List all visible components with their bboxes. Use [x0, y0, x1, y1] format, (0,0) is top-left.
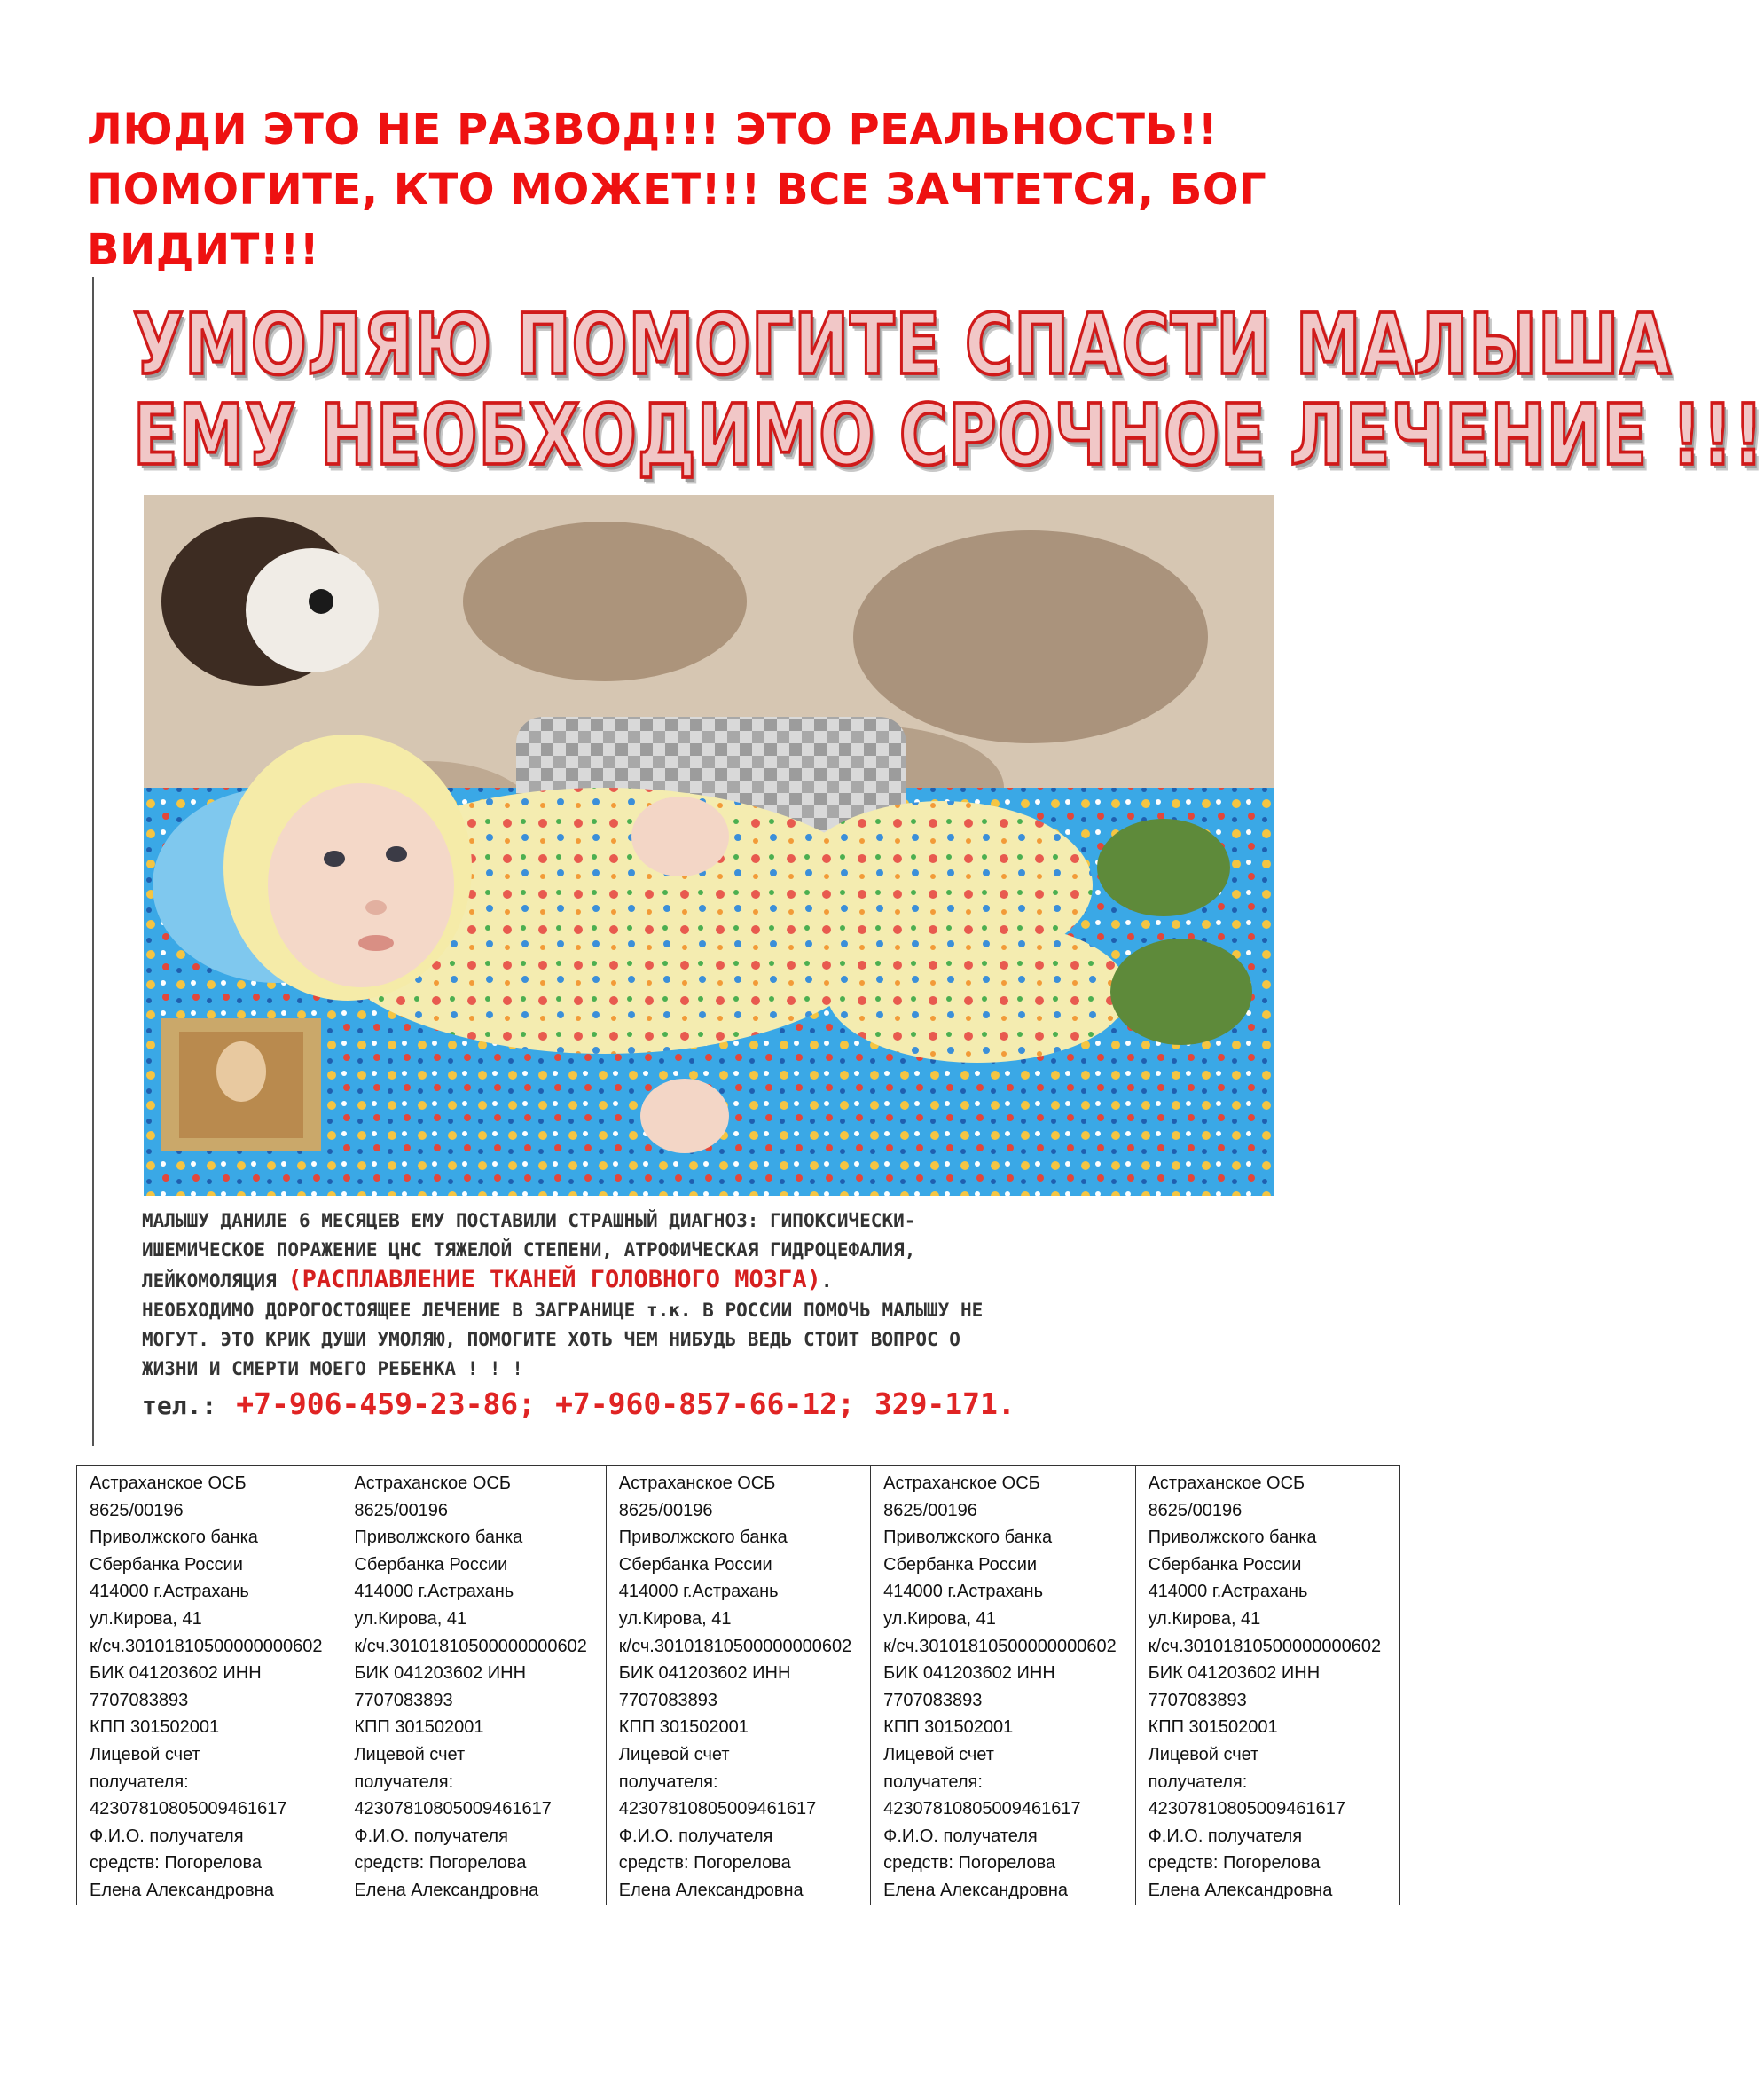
poster-left-border	[92, 277, 94, 1446]
bank-details-line: 7707083893	[354, 1690, 453, 1710]
bank-details-line: 8625/00196	[354, 1500, 449, 1520]
bank-details-line: 42307810805009461617	[354, 1799, 552, 1819]
bank-details-cell	[1135, 1466, 1399, 1905]
bank-details-line: 7707083893	[1148, 1690, 1247, 1710]
bank-details-line: Лицевой счет	[1148, 1744, 1259, 1764]
bank-details-line: ул.Кирова, 41	[618, 1608, 732, 1629]
bank-details-line: 42307810805009461617	[883, 1799, 1081, 1819]
bank-details-cell	[871, 1466, 1135, 1905]
bank-details-line: Елена Александровна	[1148, 1880, 1333, 1900]
appeal-text-line-2: ИШЕМИЧЕСКОЕ ПОРАЖЕНИЕ ЦНС ТЯЖЕЛОЙ СТЕПЕНИ, АТРОФИЧЕСКАЯ ГИДРОЦЕФАЛИЯ,	[142, 1239, 916, 1261]
bank-details-line: Приволжского банка	[354, 1528, 523, 1548]
bank-details-line: ул.Кирова, 41	[883, 1608, 996, 1629]
phone-number-3: 329-171.	[874, 1387, 1015, 1421]
bank-details-line: средств: Погорелова	[90, 1853, 262, 1874]
bank-details-line: КПП 301502001	[618, 1717, 749, 1738]
bank-details-cell	[77, 1466, 341, 1905]
bank-details-line: Приволжского банка	[883, 1528, 1053, 1548]
bank-details-line: 42307810805009461617	[1148, 1799, 1346, 1819]
bank-details-line: Сбербанка России	[354, 1554, 508, 1575]
bank-details-line: средств: Погорелова	[618, 1853, 791, 1874]
bank-details-line: к/сч.30101810500000000602	[618, 1636, 852, 1656]
bank-details-line: средств: Погорелова	[354, 1853, 527, 1874]
bank-details-line: КПП 301502001	[1148, 1717, 1278, 1738]
bank-details-line: Лицевой счет	[883, 1744, 994, 1764]
bank-details-line: получателя:	[1148, 1772, 1248, 1792]
baby-photo-illustration	[144, 495, 1274, 1196]
bank-details-line: получателя:	[883, 1772, 983, 1792]
appeal-text	[142, 1206, 1277, 1420]
bank-details-line: получателя:	[618, 1772, 718, 1792]
bank-details-row	[77, 1466, 1400, 1905]
bank-details-line: средств: Погорелова	[883, 1853, 1056, 1874]
bank-details-line: Приволжского банка	[90, 1528, 258, 1548]
phone-label: тел.:	[142, 1391, 217, 1420]
bank-details-line: Елена Александровна	[354, 1880, 539, 1900]
bank-details-line: 414000 г.Астрахань	[618, 1582, 779, 1602]
bank-details-line: Ф.И.О. получателя	[1148, 1826, 1303, 1846]
bank-details-line: к/сч.30101810500000000602	[90, 1636, 323, 1656]
bank-details-line: БИК 041203602 ИНН	[1148, 1663, 1321, 1684]
appeal-poster	[133, 284, 1764, 1446]
bank-details-line: получателя:	[354, 1772, 454, 1792]
poster-title-line-1: УМОЛЯЮ ПОМОГИТЕ СПАСТИ МАЛЫША	[133, 295, 1672, 395]
bank-details-cell	[341, 1466, 606, 1905]
headline-line-1: ЛЮДИ ЭТО НЕ РАЗВОД!!! ЭТО РЕАЛЬНОСТЬ!!	[87, 105, 1219, 154]
appeal-text-line-6: ЖИЗНИ И СМЕРТИ МОЕГО РЕБЕНКА ! ! !	[142, 1358, 523, 1379]
bank-details-line: средств: Погорелова	[1148, 1853, 1321, 1874]
bank-details-line: 8625/00196	[883, 1500, 977, 1520]
bank-details-line: КПП 301502001	[354, 1717, 484, 1738]
bank-details-line: ул.Кирова, 41	[1148, 1608, 1261, 1629]
appeal-text-diagnosis-highlight: (РАСПЛАВЛЕНИЕ ТКАНЕЙ ГОЛОВНОГО МОЗГА)	[287, 1266, 821, 1293]
bank-details-line: Сбербанка России	[1148, 1554, 1302, 1575]
bank-details-line: Приволжского банка	[1148, 1528, 1317, 1548]
appeal-text-line-1: МАЛЫШУ ДАНИЛЕ 6 МЕСЯЦЕВ ЕМУ ПОСТАВИЛИ СТРАШНЫЙ ДИАГНОЗ: ГИПОКСИЧЕСКИ-	[142, 1210, 916, 1231]
bank-details-line: 414000 г.Астрахань	[354, 1582, 514, 1602]
bank-details-line: получателя:	[90, 1772, 189, 1792]
phone-number-2: +7-960-857-66-12;	[555, 1387, 855, 1421]
bank-details-line: к/сч.30101810500000000602	[883, 1636, 1117, 1656]
bank-details-line: Астраханское ОСБ	[90, 1473, 247, 1493]
bank-details-line: 414000 г.Астрахань	[1148, 1582, 1308, 1602]
bank-details-line: БИК 041203602 ИНН	[883, 1663, 1055, 1684]
bank-details-line: Астраханское ОСБ	[618, 1473, 776, 1493]
bank-details-line: 414000 г.Астрахань	[90, 1582, 249, 1602]
bank-details-line: Ф.И.О. получателя	[90, 1826, 244, 1846]
bank-details-cell	[606, 1466, 870, 1905]
bank-details-line: БИК 041203602 ИНН	[618, 1663, 791, 1684]
poster-title-line-2: ЕМУ НЕОБХОДИМО СРОЧНОЕ ЛЕЧЕНИЕ !!!	[133, 386, 1764, 485]
bank-details-line: Елена Александровна	[618, 1880, 804, 1900]
bank-details-line: Ф.И.О. получателя	[618, 1826, 773, 1846]
bank-details-line: Сбербанка России	[90, 1554, 243, 1575]
bank-details-line: 7707083893	[883, 1690, 983, 1710]
bank-details-line: Лицевой счет	[618, 1744, 730, 1764]
bank-details-table	[76, 1465, 1400, 1905]
bank-details-line: Астраханское ОСБ	[883, 1473, 1040, 1493]
phone-number-1: +7-906-459-23-86;	[236, 1387, 537, 1421]
phone-numbers	[142, 1389, 1277, 1420]
bank-details-line: БИК 041203602 ИНН	[354, 1663, 527, 1684]
bank-details-line: 7707083893	[90, 1690, 189, 1710]
bank-details-line: Сбербанка России	[618, 1554, 772, 1575]
page-headline	[87, 99, 1275, 280]
bank-details-line: Лицевой счет	[354, 1744, 466, 1764]
bank-details-line: к/сч.30101810500000000602	[354, 1636, 587, 1656]
headline-line-3: ВИДИТ!!!	[87, 225, 320, 275]
headline-line-2: ПОМОГИТЕ, КТО МОЖЕТ!!! ВСЕ ЗАЧТЕТСЯ, БОГ	[87, 165, 1267, 215]
bank-details-line: Астраханское ОСБ	[354, 1473, 511, 1493]
bank-details-line: 8625/00196	[90, 1500, 184, 1520]
bank-details-line: 414000 г.Астрахань	[883, 1582, 1043, 1602]
appeal-text-line-4: НЕОБХОДИМО ДОРОГОСТОЯЩЕЕ ЛЕЧЕНИЕ В ЗАГРАНИЦЕ т.к. В РОССИИ ПОМОЧЬ МАЛЫШУ НЕ	[142, 1300, 984, 1321]
bank-details-line: Ф.И.О. получателя	[354, 1826, 508, 1846]
bank-details-line: ул.Кирова, 41	[90, 1608, 202, 1629]
appeal-text-diagnosis: ЛЕЙКОМОЛЯЦИЯ	[142, 1270, 288, 1292]
bank-details-line: 42307810805009461617	[618, 1799, 817, 1819]
bank-details-line: Приволжского банка	[618, 1528, 788, 1548]
bank-details-line: Астраханское ОСБ	[1148, 1473, 1305, 1493]
bank-details-line: Ф.И.О. получателя	[883, 1826, 1038, 1846]
bank-details-line: к/сч.30101810500000000602	[1148, 1636, 1382, 1656]
appeal-text-line-3	[142, 1265, 1277, 1296]
bank-details-line: КПП 301502001	[90, 1717, 220, 1738]
bank-details-line: 8625/00196	[1148, 1500, 1243, 1520]
appeal-text-line-5: МОГУТ. ЭТО КРИК ДУШИ УМОЛЯЮ, ПОМОГИТЕ ХОТЬ ЧЕМ НИБУДЬ ВЕДЬ СТОИТ ВОПРОС О	[142, 1329, 960, 1350]
bank-details-line: 42307810805009461617	[90, 1799, 287, 1819]
baby-photo	[144, 495, 1274, 1196]
bank-details-line: КПП 301502001	[883, 1717, 1014, 1738]
appeal-text-diagnosis-end: .	[820, 1270, 833, 1292]
bank-details-line: Елена Александровна	[90, 1880, 274, 1900]
bank-details-line: ул.Кирова, 41	[354, 1608, 467, 1629]
bank-details-line: Сбербанка России	[883, 1554, 1038, 1575]
bank-details-line: Лицевой счет	[90, 1744, 200, 1764]
bank-details-line: 7707083893	[618, 1690, 718, 1710]
bank-details-line: Елена Александровна	[883, 1880, 1069, 1900]
bank-details-line: 8625/00196	[618, 1500, 713, 1520]
bank-details-line: БИК 041203602 ИНН	[90, 1663, 262, 1684]
